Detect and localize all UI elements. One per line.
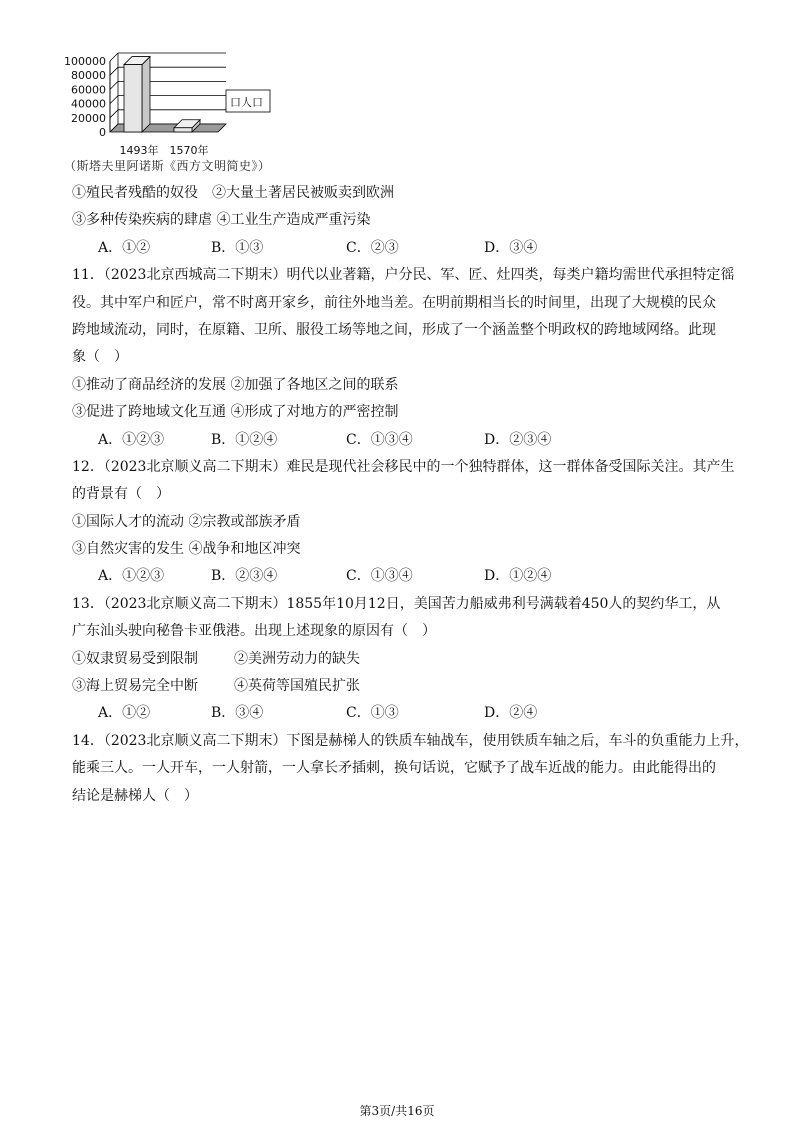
- q10-statement-1: ①殖民者残酷的奴役 ②大量土著居民被贩卖到欧洲: [72, 185, 394, 201]
- q10-statement-2: ③多种传染疾病的肆虐 ④工业生产造成严重污染: [72, 212, 371, 229]
- q11-option-c[interactable]: C．①③④: [346, 431, 413, 448]
- q13-statement-3: ③海上贸易完全中断: [72, 678, 198, 695]
- page-number: 第3页/共16页: [359, 1104, 435, 1118]
- q13-stem-line-2: 广东汕头驶向秘鲁卡亚俄港。出现上述现象的原因有（ ）: [72, 623, 436, 640]
- q11-options: [72, 427, 732, 454]
- q12-option-b[interactable]: B．②③④: [211, 568, 278, 585]
- y-tick-label: 0: [99, 126, 106, 139]
- q13-option-b[interactable]: B．③④: [211, 705, 264, 722]
- q11-option-d[interactable]: D．②③④: [484, 431, 552, 448]
- y-tick-label: 60000: [71, 83, 106, 97]
- y-tick-label: 100000: [64, 55, 106, 68]
- q14-stem-line-1: 14．（2023北京顺义高二下期末）下图是赫梯人的铁质车轴战车，使用铁质车轴之后，车斗的负重能力上升，: [72, 732, 749, 749]
- y-tick-label: 80000: [71, 69, 106, 83]
- q10-option-b[interactable]: B．①③: [211, 239, 264, 256]
- q10-option-c[interactable]: C．②③: [346, 239, 399, 256]
- q12-statement-2: ③自然灾害的发生 ④战争和地区冲突: [72, 541, 301, 558]
- q13-statement-row-2: [72, 673, 732, 700]
- q11-stem-line-4: 象（ ）: [72, 349, 128, 366]
- q12-option-d[interactable]: D．①②④: [484, 568, 552, 585]
- q12-option-c[interactable]: C．①③④: [346, 568, 413, 585]
- gridline-side: [110, 81, 118, 89]
- gridline-side: [110, 67, 118, 75]
- x-tick-label: 1493年: [119, 144, 159, 157]
- q13-option-c[interactable]: C．①③: [346, 705, 399, 722]
- q13-options: [72, 700, 732, 727]
- q10-option-d[interactable]: D．③④: [484, 239, 538, 256]
- gridline-side: [110, 96, 118, 104]
- q11-option-b[interactable]: B．①②④: [211, 431, 278, 448]
- q10-option-a[interactable]: A．①②: [98, 239, 151, 256]
- q13-statement-2: ②美洲劳动力的缺失: [234, 650, 360, 667]
- q13-stem-line-1: 13．（2023北京顺义高二下期末）1855年10月12日，美国苦力船威弗利号满载着450人的契约华工，从: [72, 595, 721, 612]
- gridline-side: [110, 110, 118, 118]
- q11-statement-1: ①推动了商品经济的发展 ②加强了各地区之间的联系: [72, 376, 399, 393]
- q13-statement-row-1: [72, 646, 732, 673]
- q11-statement-2: ③促进了跨地域文化互通 ④形成了对地方的严密控制: [72, 404, 399, 421]
- q13-option-d[interactable]: D．②④: [484, 705, 538, 722]
- q11-option-a[interactable]: A．①②③: [98, 431, 165, 448]
- q12-option-a[interactable]: A．①②③: [98, 568, 165, 585]
- q11-stem-line-1: 11．（2023北京西城高二下期末）明代以业著籍，户分民、军、匠、灶四类，每类户籍均需世代承担特定徭: [72, 267, 735, 284]
- y-tick-label: 20000: [71, 111, 106, 125]
- q12-options: [72, 563, 732, 590]
- q12-statement-1: ①国际人才的流动 ②宗教或部族矛盾: [72, 513, 301, 530]
- q11-stem-line-2: 役。其中军户和匠户，常不时离开家乡，前往外地当差。在明前期相当长的时间里，出现了大规模的民众: [72, 294, 716, 311]
- chart-source: （斯塔夫里阿诺斯《西方文明简史》）: [64, 159, 271, 173]
- y-tick-label: 40000: [71, 97, 106, 111]
- chart-svg: [60, 52, 290, 164]
- x-tick-label: 1570年: [169, 144, 209, 157]
- q12-stem-line-1: 12．（2023北京顺义高二下期末）难民是现代社会移民中的一个独特群体，这一群体备受国际关注。其产生: [72, 458, 735, 475]
- bar: [124, 65, 142, 132]
- bar-side: [142, 57, 150, 132]
- q10-options: [72, 235, 732, 262]
- q13-statement-1: ①奴隶贸易受到限制: [72, 650, 198, 667]
- q14-stem-line-2: 能乘三人。一人开车，一人射箭，一人拿长矛插刺，换句话说，它赋予了战车近战的能力。由此能得出的: [72, 760, 716, 777]
- questions: [72, 180, 749, 810]
- q13-option-a[interactable]: A．①②: [98, 705, 151, 722]
- q12-stem-line-2: 的背景有（ ）: [72, 486, 170, 503]
- bar: [174, 128, 192, 132]
- q13-statement-4: ④英荷等国殖民扩张: [234, 678, 360, 695]
- q11-stem-line-3: 跨地域流动，同时，在原籍、卫所、服役工场等地之间，形成了一个涵盖整个明政权的跨地域网络。此现: [72, 321, 716, 338]
- legend-label: 口人口: [230, 96, 263, 109]
- population-bar-chart: [60, 52, 290, 164]
- q14-stem-line-3: 结论是赫梯人（ ）: [72, 787, 198, 804]
- gridline-side: [110, 53, 118, 61]
